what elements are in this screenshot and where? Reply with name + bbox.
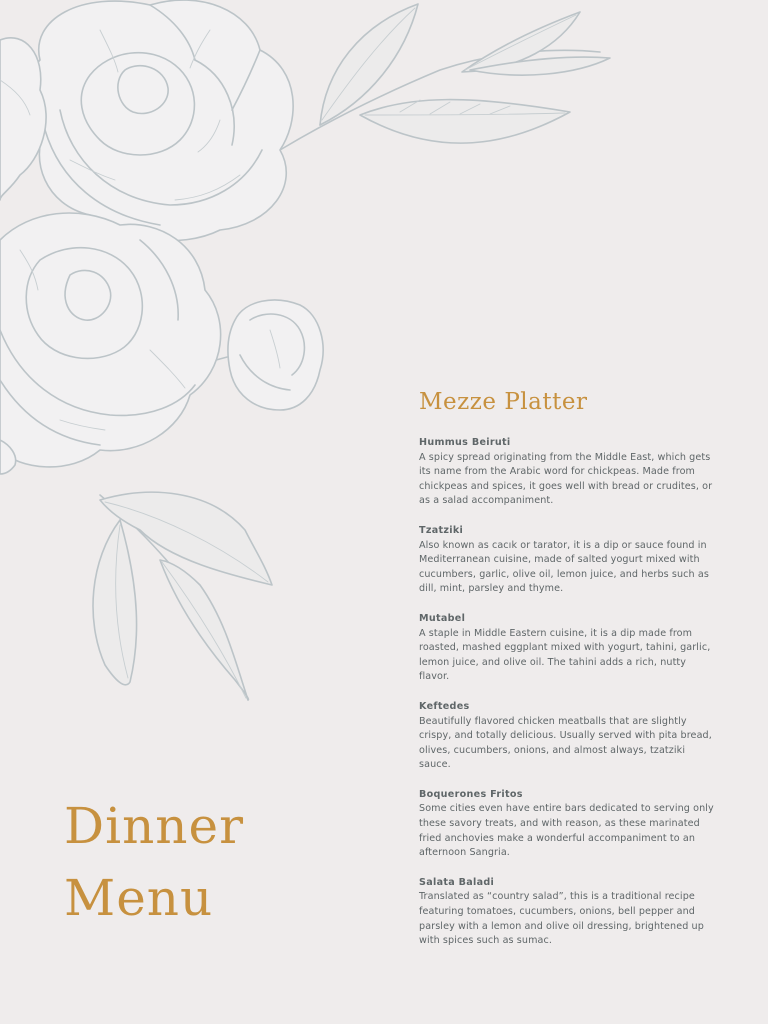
menu-item-name: Tzatziki bbox=[419, 524, 464, 536]
section-title: Mezze Platter bbox=[419, 389, 588, 415]
menu-item-name: Boquerones Fritos bbox=[419, 788, 523, 800]
menu-item bbox=[419, 612, 719, 685]
menu-item-name: Salata Baladi bbox=[419, 876, 495, 888]
menu-item-name: Hummus Beiruti bbox=[419, 437, 511, 448]
menu-title bbox=[64, 790, 244, 934]
menu-item-description: Translated as “country salad”, this is a traditional recipe featuring tomatoes, cucumbers, onions, bell pepper and parsley with a lemon and olive oil dressing, brightened up with spices such as sumac. bbox=[419, 891, 704, 947]
menu-item bbox=[419, 700, 719, 773]
menu-title-line-1: Dinner bbox=[64, 797, 244, 855]
menu-item bbox=[419, 788, 719, 861]
menu-item-name: Keftedes bbox=[419, 700, 470, 712]
menu-item bbox=[419, 436, 719, 509]
menu-item-description: Some cities even have entire bars dedicated to serving only these savory treats, and with reason, as these marinated fried anchovies make a wonderful accompaniment to an afternoon Sangria. bbox=[419, 803, 714, 859]
menu-item-description: A spicy spread originating from the Middle East, which gets its name from the Arabic word for chickpeas. Made from chickpeas and spices, it goes well with bread or crudites, or as a salad accompaniment. bbox=[419, 451, 713, 507]
menu-title-line-2: Menu bbox=[64, 869, 214, 927]
menu-item-description: Beautifully flavored chicken meatballs that are slightly crispy, and totally delicious. Usually served with pita bread, olives, cucumbers, onions, and almost always, tzatziki sauce. bbox=[419, 715, 712, 771]
menu-item bbox=[419, 524, 719, 597]
menu-item bbox=[419, 876, 719, 949]
mezze-platter-section bbox=[419, 384, 719, 964]
menu-item-description: A staple in Middle Eastern cuisine, it is a dip made from roasted, mashed eggplant mixed with yogurt, tahini, garlic, lemon juice, and olive oil. The tahini adds a rich, nutty flavor. bbox=[419, 627, 711, 683]
menu-item-description: Also known as cacık or tarator, it is a dip or sauce found in Mediterranean cuisine, made of salted yogurt mixed with cucumbers, garlic, olive oil, lemon juice, and herbs such as dill, mint, parsley and thyme. bbox=[419, 539, 709, 595]
menu-item-name: Mutabel bbox=[419, 612, 466, 624]
